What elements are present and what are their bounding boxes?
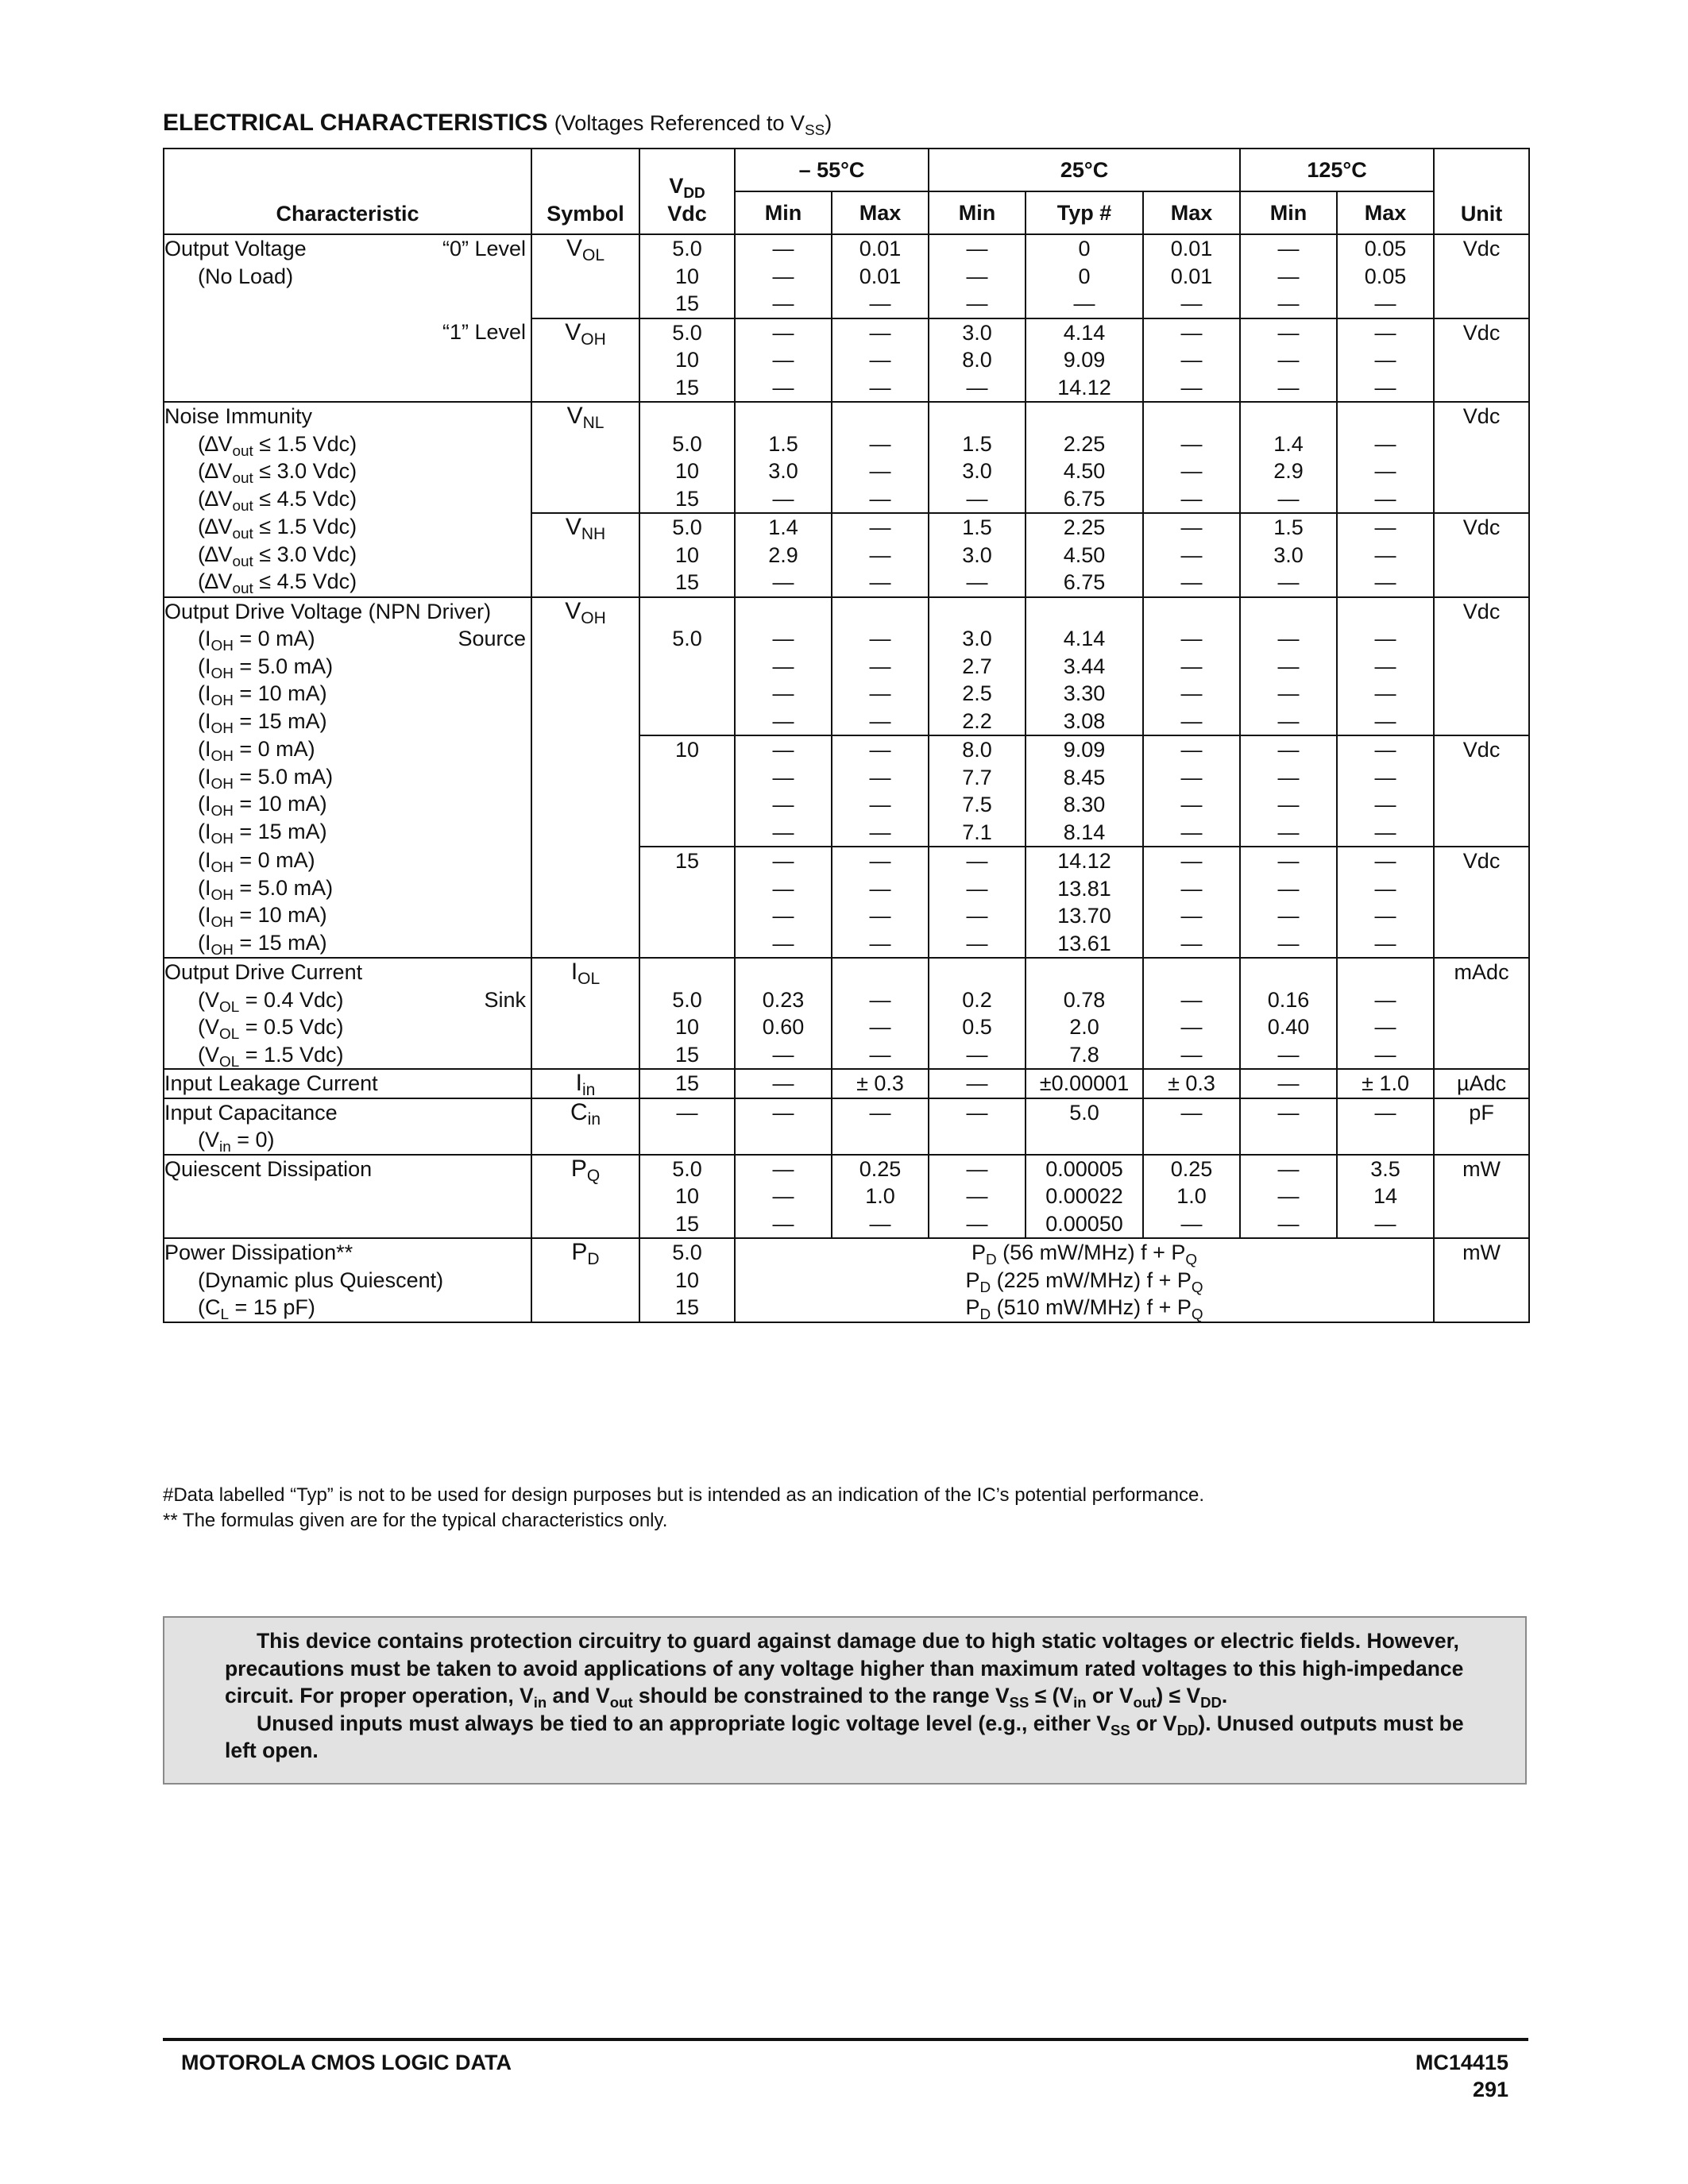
section-heading — [163, 108, 832, 138]
value-cell: 0.01 0.01 — — [1143, 234, 1240, 318]
value-cell: — — — — [1143, 958, 1240, 1069]
value-cell: — — — — — [1143, 735, 1240, 847]
header-temp-high: 125°C — [1240, 149, 1434, 191]
value-cell: ± 0.3 — [832, 1069, 929, 1098]
vdd-cell: 10 — [639, 735, 735, 847]
value-cell: 2.25 4.50 6.75 — [1026, 402, 1143, 513]
characteristic-cell: Input Leakage Current — [164, 1069, 531, 1098]
value-cell: — — — — [1337, 318, 1434, 403]
characteristic-cell: Input Capacitance $(V_{in} = 0)$ — [164, 1098, 531, 1155]
header-typ: Typ # — [1026, 191, 1143, 234]
footnote-typ: #Data labelled “Typ” is not to be used for design purposes but is intended as an indication of the IC’s potential performance. — [163, 1484, 1205, 1506]
value-cell: 0.78 2.0 7.8 — [1026, 958, 1143, 1069]
unit-cell: µAdc — [1434, 1069, 1529, 1098]
value-cell: ± 1.0 — [1337, 1069, 1434, 1098]
value-cell: — — [929, 1098, 1026, 1155]
symbol-cell: $I_{in}$ — [531, 1069, 639, 1098]
characteristic-cell: Power Dissipation** (Dynamic plus Quiescent) ($C_L = 15$ pF) — [164, 1238, 531, 1322]
unit-cell: Vdc — [1434, 735, 1529, 847]
characteristic-cell: ($I_{OH} = 0$ mA) ($I_{OH} = 5.0$ mA) ($I_{OH} = 10$ mA) ($I_{OH} = 15$ mA) — [164, 735, 531, 847]
footnote-formulas: ** The formulas given are for the typical characteristics only. — [163, 1510, 668, 1531]
characteristic-cell: ($I_{OH} = 0$ mA) ($I_{OH} = 5.0$ mA) ($I_{OH} = 10$ mA) ($I_{OH} = 15$ mA) — [164, 847, 531, 958]
value-cell: — — [1240, 1098, 1337, 1155]
value-cell: — — — — [1143, 402, 1240, 513]
value-cell: 0.05 0.05 — — [1337, 234, 1434, 318]
table-row — [164, 735, 1529, 847]
footer-part-number: MC14415 — [1415, 2051, 1508, 2074]
vdd-cell: 5.0 10 15 — [639, 318, 735, 403]
symbol-cell: $P_Q$ — [531, 1155, 639, 1239]
table-row — [164, 1155, 1529, 1239]
value-cell: 3.0 2.7 2.5 2.2 — [929, 597, 1026, 736]
table-row — [164, 318, 1529, 403]
value-cell: 4.14 9.09 14.12 — [1026, 318, 1143, 403]
unit-cell: mAdc — [1434, 958, 1529, 1069]
table-row — [164, 513, 1529, 597]
value-cell: — — [929, 1069, 1026, 1098]
value-cell: 1.5 3.0 — — [929, 402, 1026, 513]
value-cell: 0.2 0.5 — — [929, 958, 1026, 1069]
value-cell: 1.4 2.9 — — [1240, 402, 1337, 513]
header-characteristic: Characteristic — [164, 149, 531, 234]
value-cell: — — — — — [929, 847, 1026, 958]
value-cell: — — — — — [1143, 597, 1240, 736]
value-cell: — — — — [1240, 318, 1337, 403]
unit-cell: Vdc — [1434, 318, 1529, 403]
value-cell: — — [1337, 1098, 1434, 1155]
value-cell: — — — — [1240, 234, 1337, 318]
value-cell: — — — — — [1240, 597, 1337, 736]
vdd-cell: 15 — [639, 847, 735, 958]
value-cell: — — — — [832, 402, 929, 513]
value-cell: — — — — — [1143, 847, 1240, 958]
value-cell: — — — — — [1240, 847, 1337, 958]
value-cell: — — — — [1240, 1155, 1337, 1239]
value-cell: — — — — [832, 958, 929, 1069]
formula-line: $P_D$ (56 mW/MHz) $f + P_Q$ — [971, 1241, 1198, 1268]
unit-cell: Vdc — [1434, 597, 1529, 736]
vdd-cell: 15 — [639, 1069, 735, 1098]
symbol-cell: $I_{OL}$ — [531, 958, 639, 1069]
handling-note — [163, 1616, 1527, 1785]
vdd-cell: 5.0 10 15 — [639, 1238, 735, 1322]
header-temp-mid: 25°C — [929, 149, 1240, 191]
value-cell: 9.09 8.45 8.30 8.14 — [1026, 735, 1143, 847]
value-cell: — — — — [1337, 402, 1434, 513]
header-temp-low: – 55°C — [735, 149, 929, 191]
table-row — [164, 1238, 1529, 1322]
vdd-cell: 5.0 10 15 — [639, 234, 735, 318]
characteristic-cell: Quiescent Dissipation — [164, 1155, 531, 1239]
header-vdd: $V_{DD}$ Vdc — [639, 149, 735, 234]
value-cell: 0.25 1.0 — — [1143, 1155, 1240, 1239]
value-cell: — — [1143, 1098, 1240, 1155]
header-unit: Unit — [1434, 149, 1529, 234]
formula-line: $P_D$ (225 mW/MHz) $f + P_Q$ — [965, 1268, 1203, 1296]
value-cell: — — — — [735, 318, 832, 403]
value-cell: 5.0 — [1026, 1098, 1143, 1155]
value-cell: 0.23 0.60 — — [735, 958, 832, 1069]
value-cell: 1.4 2.9 — — [735, 513, 832, 597]
value-cell: 14.12 13.81 13.70 13.61 — [1026, 847, 1143, 958]
vdd-cell: 5.0 — [639, 597, 735, 736]
value-cell: 0.00005 0.00022 0.00050 — [1026, 1155, 1143, 1239]
unit-cell: mW — [1434, 1155, 1529, 1239]
symbol-cell: $V_{OH}$ — [531, 318, 639, 403]
unit-cell: pF — [1434, 1098, 1529, 1155]
table-row — [164, 1069, 1529, 1098]
value-cell: — — — — — [1337, 735, 1434, 847]
unit-cell: Vdc — [1434, 513, 1529, 597]
symbol-cell: $P_D$ — [531, 1238, 639, 1322]
characteristic-cell: Output Drive Current ($V_{OL} = 0.4$ Vdc) Sink ($V_{OL} = 0.5$ Vdc) ($V_{OL} = 1.5$ Vdc) — [164, 958, 531, 1069]
symbol-cell: $C_{in}$ — [531, 1098, 639, 1155]
unit-cell: Vdc — [1434, 847, 1529, 958]
unit-cell: Vdc — [1434, 402, 1529, 513]
vdd-cell: 5.0 10 15 — [639, 513, 735, 597]
value-cell: — — — — — [1240, 735, 1337, 847]
value-cell: — — — — — [1337, 847, 1434, 958]
value-cell: — — — — — [735, 847, 832, 958]
symbol-cell: $V_{OL}$ — [531, 234, 639, 318]
footer-page-number: 291 — [1472, 2078, 1508, 2101]
value-cell: 1.5 3.0 — — [929, 513, 1026, 597]
unit-cell: Vdc — [1434, 234, 1529, 318]
electrical-characteristics-table — [163, 148, 1530, 1323]
header-max: Max — [1143, 191, 1240, 234]
value-cell: — — — — [1337, 513, 1434, 597]
footer-publication: MOTOROLA CMOS LOGIC DATA — [181, 2051, 512, 2074]
value-cell: 0.25 1.0 — — [832, 1155, 929, 1239]
characteristic-cell: Output Drive Voltage (NPN Driver) ($I_{OH} = 0$ mA) Source ($I_{OH} = 5.0$ mA) ($I_{OH} = 10$ mA) ($I_{OH} = 15$ mA) — [164, 597, 531, 736]
note-paragraph: Unused inputs must always be tied to an appropriate logic voltage level (e.g., either $V_{SS}$ or $V_{DD}$). Unused outputs must be left open. — [225, 1711, 1464, 1762]
header-max: Max — [1337, 191, 1434, 234]
value-cell: 4.14 3.44 3.30 3.08 — [1026, 597, 1143, 736]
value-cell: — — [735, 1069, 832, 1098]
footer-part-info — [1416, 2049, 1508, 2103]
table-row — [164, 958, 1529, 1069]
value-cell: 2.25 4.50 6.75 — [1026, 513, 1143, 597]
characteristic-cell: Output Voltage “0” Level (No Load) — [164, 234, 531, 318]
table-row — [164, 402, 1529, 513]
value-cell: 3.0 8.0 — — [929, 318, 1026, 403]
value-cell: — — — — [1143, 318, 1240, 403]
header-min: Min — [929, 191, 1026, 234]
value-cell: — — [1240, 1069, 1337, 1098]
header-min: Min — [1240, 191, 1337, 234]
symbol-cell: $V_{NL}$ — [531, 402, 639, 513]
vdd-cell: — — [639, 1098, 735, 1155]
value-cell: ±0.00001 — [1026, 1069, 1143, 1098]
value-cell: — — — — [1143, 513, 1240, 597]
value-cell: — — — — [929, 234, 1026, 318]
table-row — [164, 1098, 1529, 1155]
value-cell: 1.5 3.0 — — [735, 402, 832, 513]
value-cell: 3.5 14 — — [1337, 1155, 1434, 1239]
value-cell: — — — — [929, 1155, 1026, 1239]
value-cell: — — — — [832, 318, 929, 403]
vdd-cell: 5.0 10 15 — [639, 402, 735, 513]
value-cell: — — — — [735, 1155, 832, 1239]
section-title: ELECTRICAL CHARACTERISTICS — [163, 110, 548, 136]
value-cell: — — — — — [832, 597, 929, 736]
value-cell: — — — — — [832, 847, 929, 958]
characteristic-cell: ($\Delta V_{out} \le 1.5$ Vdc) ($\Delta V_{out} \le 3.0$ Vdc) ($\Delta V_{out} \le 4.5$ Vdc) — [164, 513, 531, 597]
value-cell: — — — — — [832, 735, 929, 847]
value-cell: 8.0 7.7 7.5 7.1 — [929, 735, 1026, 847]
formula-line: $P_D$ (510 mW/MHz) $f + P_Q$ — [965, 1295, 1203, 1323]
symbol-cell: $V_{OH}$ — [531, 597, 639, 959]
header-max: Max — [832, 191, 929, 234]
vdd-cell: 5.0 10 15 — [639, 958, 735, 1069]
value-cell: 1.5 3.0 — — [1240, 513, 1337, 597]
value-cell: — — [832, 1098, 929, 1155]
characteristic-cell: “1” Level — [164, 318, 531, 403]
value-cell: — — — — — [735, 597, 832, 736]
value-cell: ± 0.3 — [1143, 1069, 1240, 1098]
value-cell: 0 0 — — [1026, 234, 1143, 318]
value-cell: — — — — [1337, 958, 1434, 1069]
value-cell: — — — — [832, 513, 929, 597]
formula-cell — [735, 1238, 1434, 1322]
value-cell: — — — — — [1337, 597, 1434, 736]
value-cell: — — — — [735, 234, 832, 318]
header-min: Min — [735, 191, 832, 234]
value-cell: — — — — — [735, 735, 832, 847]
unit-cell: mW — [1434, 1238, 1529, 1322]
value-cell: 0.01 0.01 — — [832, 234, 929, 318]
table-row — [164, 597, 1529, 736]
table-row — [164, 847, 1529, 958]
table-row — [164, 234, 1529, 318]
section-reference: (Voltages Referenced to $V_{SS}$) — [554, 111, 832, 139]
note-paragraph: This device contains protection circuitry to guard against damage due to high static voltages or electric fields. However, precautions must be taken to avoid applications of any voltage higher than maximum rated voltages to this high-impedance circuit. For proper operation, $V_{in}$ and $V_{out}$ should be constrained to the range $V_{SS} \le (V_{in}$ or $V_{out}) \le V_{DD}$. — [225, 1629, 1464, 1711]
value-cell: 0.16 0.40 — — [1240, 958, 1337, 1069]
footer-rule — [163, 2038, 1528, 2041]
characteristic-cell: Noise Immunity ($\Delta V_{out} \le 1.5$ Vdc) ($\Delta V_{out} \le 3.0$ Vdc) ($\Delta V_{out} \le 4.5$ Vdc) — [164, 402, 531, 513]
header-symbol: Symbol — [531, 149, 639, 234]
vdd-cell: 5.0 10 15 — [639, 1155, 735, 1239]
symbol-cell: $V_{NH}$ — [531, 513, 639, 597]
value-cell: — — [735, 1098, 832, 1155]
